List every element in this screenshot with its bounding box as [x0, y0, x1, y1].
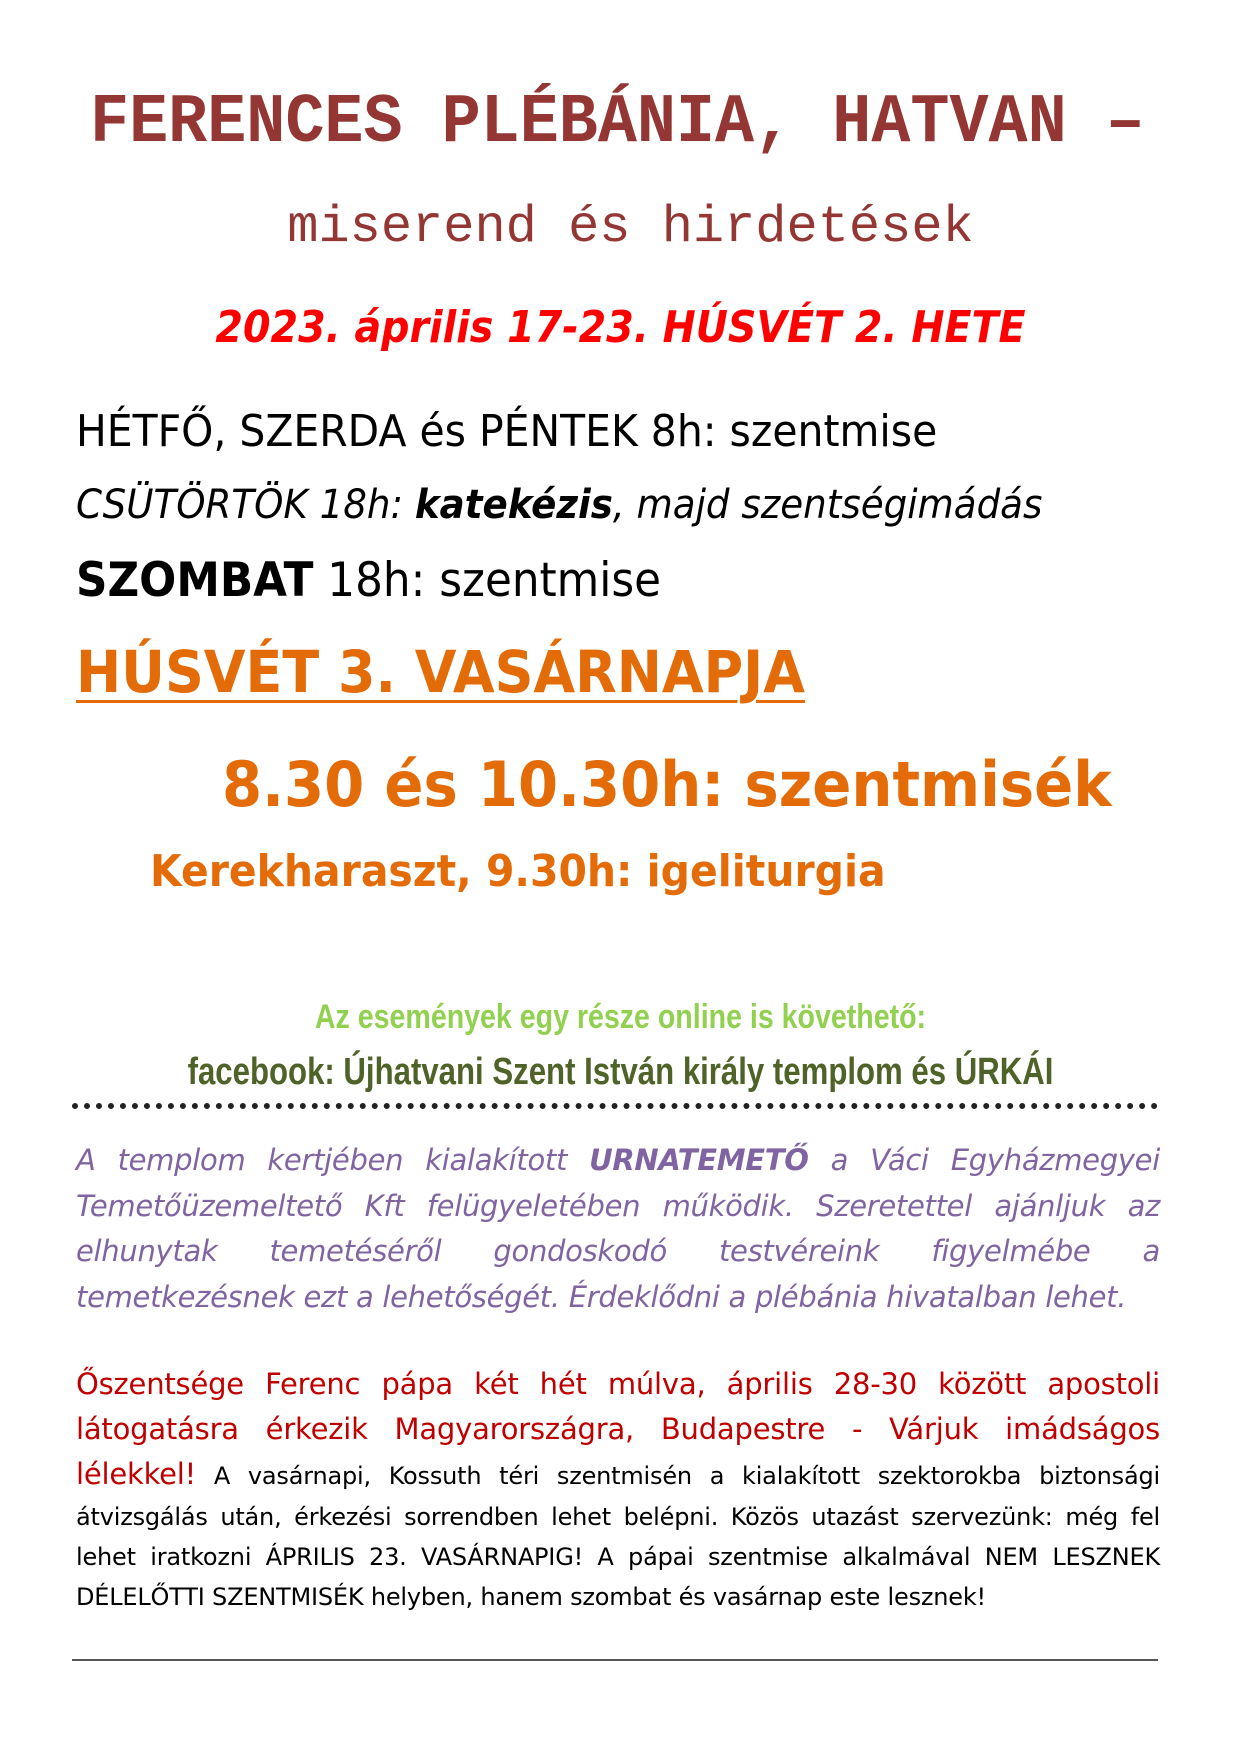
sunday-mass-times: 8.30 és 10.30h: szentmisék: [222, 748, 1112, 821]
pope-visit-red: Őszentsége Ferenc pápa két hét múlva, április 28-30 között apostoli látogatásra érkezik Magyarországra, Budapestre - Várjuk imádságos lélekkel!: [76, 1367, 1160, 1491]
thursday-catechesis: katekézis: [414, 482, 613, 528]
thursday-prefix: CSÜTÖRTÖK 18h:: [76, 482, 415, 528]
saturday-time: 18h: szentmise: [313, 553, 662, 608]
page-subtitle: miserend és hirdetések: [287, 198, 974, 257]
pope-visit-details: A vasárnapi, Kossuth téri szentmisén a kialakított szektorokba biztonsági átvizsgálás után, érkezési sorrendben lehet belépni. Közös utazást szervezünk: még fel lehet iratkozni ÁPRILIS 23. VASÁRNAPIG! A pápai szentmise alkalmával NEM LESZNEK DÉLELŐTTI SZENTMISÉK helyben, hanem szombat és vasárnap este lesznek!: [76, 1462, 1160, 1611]
week-date-heading: 2023. április 17-23. HÚSVÉT 2. HETE: [215, 302, 1026, 353]
parish-title: FERENCES PLÉBÁNIA, HATVAN –: [90, 84, 1145, 163]
thursday-line: [76, 482, 1042, 528]
urna-text-1: A templom kertjében kialakított: [76, 1143, 590, 1177]
facebook-line: facebook: Újhatvani Szent István király templom és ÚRKÁI: [187, 1051, 1054, 1093]
saturday-label: SZOMBAT: [76, 553, 314, 608]
weekday-mass-line: HÉTFŐ, SZERDA és PÉNTEK 8h: szentmise: [76, 406, 938, 457]
dotted-divider: [72, 1103, 1158, 1109]
pope-visit-paragraph: [76, 1362, 1160, 1617]
urna-text-2: a Váci Egyházmegyei Temetőüzemeltető Kft felügyeletében működik. Szeretettel ajánljuk az elhunytak temetéséről gondoskodó testvéreink figyelmébe a temetkezésnek ezt a lehetőségét. Érdeklődni a plébánia hivatalban lehet.: [76, 1143, 1160, 1314]
online-intro: Az események egy része online is követhető:: [314, 998, 927, 1036]
saturday-line: [76, 553, 661, 608]
kerekharaszt-line: Kerekharaszt, 9.30h: igeliturgia: [150, 846, 886, 897]
urn-cemetery-paragraph: [76, 1138, 1160, 1320]
bottom-rule: [72, 1659, 1158, 1661]
thursday-suffix: , majd szentségimádás: [612, 482, 1043, 528]
urna-bold: URNATEMETŐ: [589, 1143, 809, 1177]
sunday-heading: HÚSVÉT 3. VASÁRNAPJA: [76, 638, 805, 706]
